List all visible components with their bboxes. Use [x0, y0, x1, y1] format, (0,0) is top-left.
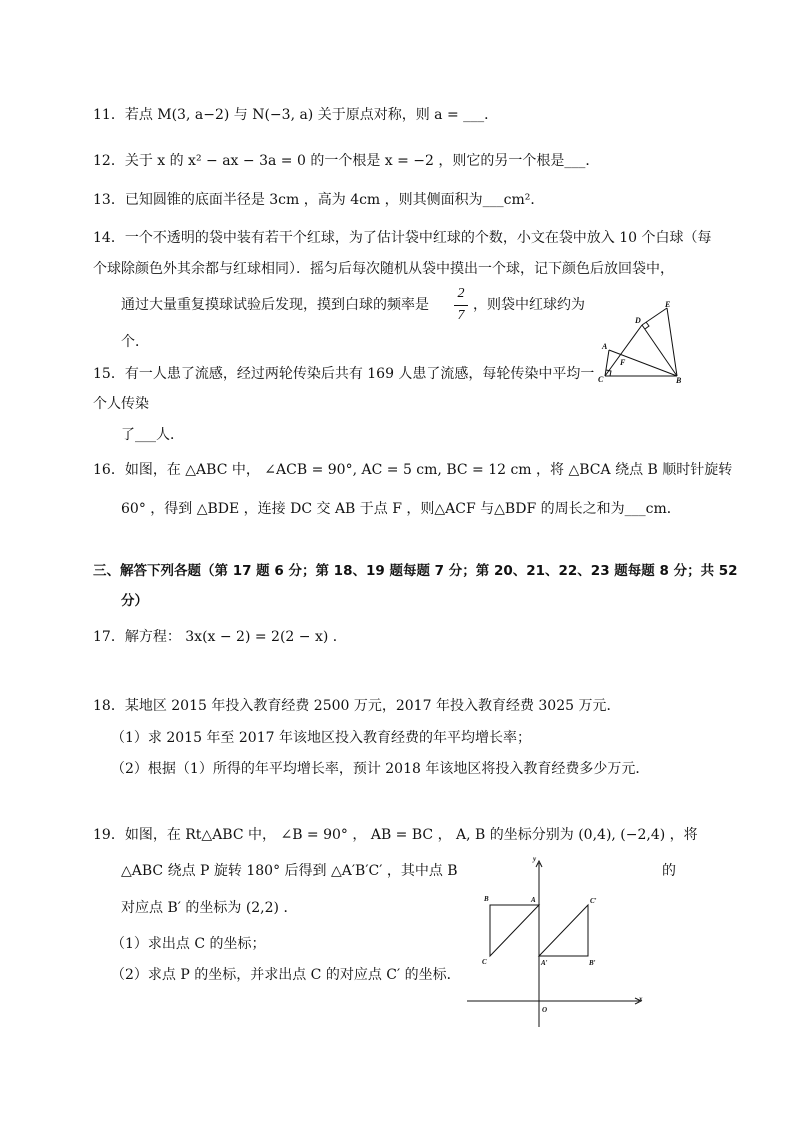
label-B: B: [484, 895, 489, 903]
question-14-line1: 14．一个不透明的袋中装有若干个红球，为了估计袋中红球的个数，小文在袋中放入 10 个白球（每: [93, 230, 712, 246]
triangle-rotation-figure: [595, 298, 690, 390]
question-16-line2: 60° ，得到 △BDE ，连接 DC 交 AB 于点 F ，则△ACF 与△BDF 的周长之和为___cm．: [121, 501, 681, 517]
label-y: y: [533, 855, 537, 863]
question-18-part1: （1）求 2015 年至 2017 年该地区投入教育经费的年平均增长率；: [111, 730, 531, 746]
question-19-line2-end: 的: [662, 863, 676, 879]
label-C-prime: C′: [590, 897, 597, 905]
label-O: O: [542, 1006, 548, 1014]
question-14-line2: 个球除颜色外其余都与红球相同）．摇匀后每次随机从袋中摸出一个球，记下颜色后放回袋中，: [93, 261, 674, 277]
question-19-part1: （1）求出点 C 的坐标；: [111, 936, 266, 952]
question-14-line3b: ，则袋中红球约为: [473, 297, 585, 313]
label-A: A: [531, 896, 536, 904]
triangle-ABC: [490, 905, 539, 956]
label-C: C: [598, 375, 604, 384]
question-19-line3: 对应点 B′ 的坐标为 (2,2) ．: [121, 900, 298, 916]
question-19-line1: 19．如图，在 Rt△ABC 中， ∠B = 90° ， AB = BC ， A, B 的坐标分别为 (0,4), (−2,4) ，将: [93, 827, 698, 843]
question-12: 12．关于 x 的 x² − ax − 3a = 0 的一个根是 x = −2 ，则它的另一个根是___．: [93, 153, 600, 169]
question-18: 18．某地区 2015 年投入教育经费 2500 万元，2017 年投入教育经费 3025 万元．: [93, 698, 621, 714]
label-B-prime: B′: [589, 959, 596, 967]
question-15-line1: 15．有一人患了流感，经过两轮传染后共有 169 人患了流感，每轮传染中平均一: [93, 366, 595, 382]
question-15-line2: 个人传染: [93, 396, 149, 412]
question-19-part2: （2）求点 P 的坐标，并求出点 C 的对应点 C′ 的坐标．: [111, 967, 461, 983]
segment-EB: [667, 308, 677, 376]
label-x: x: [639, 995, 643, 1003]
question-13: 13．已知圆锥的底面半径是 3cm ，高为 4cm ，则其侧面积为___cm²．: [93, 192, 545, 208]
question-14-line3a: 通过大量重复摸球试验后发现，摸到白球的频率是: [121, 297, 429, 313]
label-C: C: [482, 958, 487, 966]
segment-DB: [642, 325, 677, 376]
label-A: A: [602, 342, 608, 351]
question-18-part2: （2）根据（1）所得的年平均增长率，预计 2018 年该地区将投入教育经费多少万元．: [111, 761, 650, 777]
fraction-bar: [454, 305, 468, 306]
question-11: 11．若点 M(3, a−2) 与 N(−3, a) 关于原点对称，则 a = ___．: [93, 107, 499, 123]
fraction-denominator: 7: [457, 308, 465, 323]
question-15-line3: 了___人．: [121, 427, 184, 443]
section-3-heading: 三、解答下列各题（第 17 题 6 分；第 18、19 题每题 7 分；第 20、21、22、23 题每题 8 分；共 52: [93, 563, 738, 579]
coordinate-figure: [463, 855, 653, 1031]
triangle-A1B1C1: [539, 905, 588, 956]
label-D: D: [635, 316, 641, 325]
question-16-line1: 16．如图，在 △ABC 中， ∠ACB = 90°, AC = 5 cm, BC = 12 cm ，将 △BCA 绕点 B 顺时针旋转: [93, 462, 733, 478]
question-19-line2: △ABC 绕点 P 旋转 180° 后得到 △A′B′C′ ，其中点 B: [121, 863, 458, 879]
label-A-prime: A′: [541, 959, 548, 967]
label-F: F: [620, 358, 626, 367]
question-17: 17．解方程： 3x(x − 2) = 2(2 − x) ．: [93, 629, 347, 645]
fraction-2-7: [454, 286, 468, 326]
fraction-numerator: 2: [457, 286, 465, 301]
question-14-line4: 个．: [121, 334, 149, 350]
label-E: E: [665, 300, 671, 309]
label-B: B: [676, 376, 682, 385]
section-3-heading-cont: 分）: [121, 593, 148, 609]
